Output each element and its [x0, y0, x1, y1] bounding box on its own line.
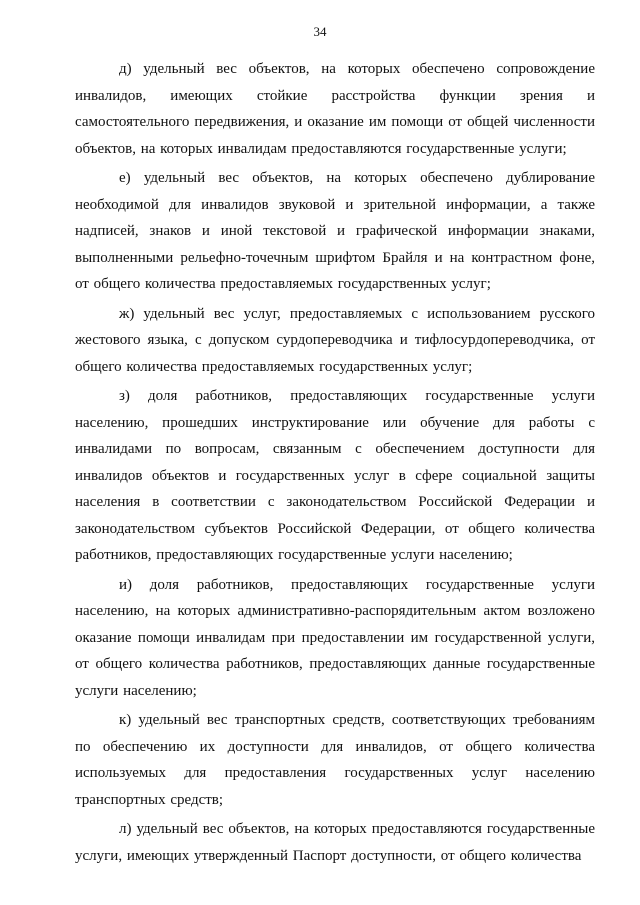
- paragraph-zh: ж) удельный вес услуг, предоставляемых с использованием русского жестового языка, с допуском сурдопереводчика и тифлосурдопереводчика, от общего количества предоставляемых государственных услуг;: [75, 305, 595, 375]
- paragraph-e: е) удельный вес объектов, на которых обеспечено дублирование необходимой для инвалидов звуковой и зрительной информации, а также надписей, знаков и иной текстовой и графической информации знаками, выполненными рельефно-точечным шрифтом Брайля и на контрастном фоне, от общего количества предоставляемых государственных услуг;: [75, 170, 595, 292]
- paragraph-k: к) удельный вес транспортных средств, соответствующих требованиям по обеспечению их доступности для инвалидов, от общего количества используемых для предоставления государственных услуг населению транспортных средств;: [75, 712, 595, 808]
- document-body: [75, 56, 595, 872]
- paragraph-z: з) доля работников, предоставляющих государственные услуги населению, прошедших инструктирование или обучение для работы с инвалидами по вопросам, связанным с обеспечением доступности для инвалидов объектов и государственных услуг в сфере социальной защиты населения в соответствии с законодательством Российской Федерации и законодательством субъектов Российской Федерации, от общего количества работников, предоставляющих государственные услуги населению;: [75, 388, 595, 563]
- page-number: 34: [313, 24, 327, 39]
- paragraph-d: д) удельный вес объектов, на которых обеспечено сопровождение инвалидов, имеющих стойкие расстройства функции зрения и самостоятельного передвижения, и оказание им помощи от общей численности объектов, на которых инвалидам предоставляются государственные услуги;: [75, 61, 595, 157]
- paragraph-l: л) удельный вес объектов, на которых предоставляются государственные услуги, имеющих утвержденный Паспорт доступности, от общего количества: [75, 821, 595, 864]
- paragraph-i: и) доля работников, предоставляющих государственные услуги населению, на которых административно-распорядительным актом возложено оказание помощи инвалидам при предоставлении им государственной услуги, от общего количества работников, предоставляющих данные государственные услуги населению;: [75, 576, 595, 699]
